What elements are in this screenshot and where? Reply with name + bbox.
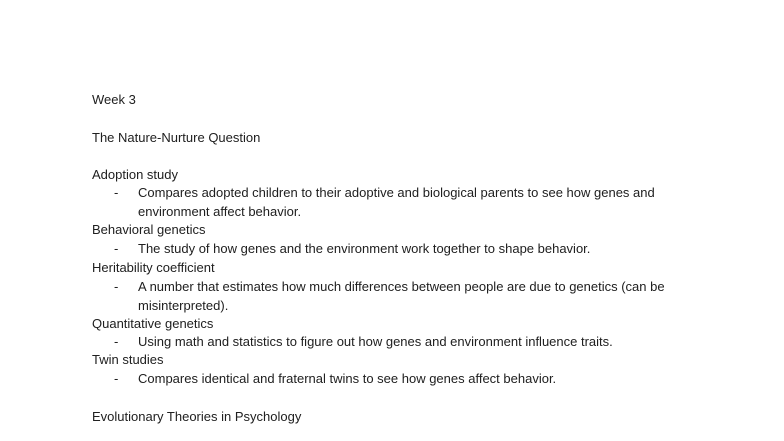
bullet-dash: - [114, 279, 119, 294]
bullet-dash: - [114, 241, 119, 256]
bullet-dash: - [114, 371, 119, 386]
definition-text: Compares identical and fraternal twins to see how genes affect behavior. [138, 371, 557, 386]
week-heading: Week 3 [92, 92, 136, 107]
definition-text: Using math and statistics to figure out how genes and environment influence traits. [138, 334, 613, 349]
definition-text: The study of how genes and the environment work together to shape behavior. [138, 241, 591, 256]
definition-text: A number that estimates how much differences between people are due to genetics (can be misinterpreted). [138, 279, 665, 313]
next-section-title: Evolutionary Theories in Psychology [92, 409, 302, 424]
definition-text: Compares adopted children to their adoptive and biological parents to see how genes and environment affect behavior. [138, 185, 655, 219]
bullet-dash: - [114, 185, 119, 200]
bullet-dash: - [114, 334, 119, 349]
section-title: The Nature-Nurture Question [92, 130, 261, 145]
term-behavioral-genetics: Behavioral genetics [92, 222, 206, 237]
term-heritability-coefficient: Heritability coefficient [92, 260, 215, 275]
term-quantitative-genetics: Quantitative genetics [92, 316, 214, 331]
term-twin-studies: Twin studies [92, 352, 164, 367]
term-adoption-study: Adoption study [92, 167, 179, 182]
